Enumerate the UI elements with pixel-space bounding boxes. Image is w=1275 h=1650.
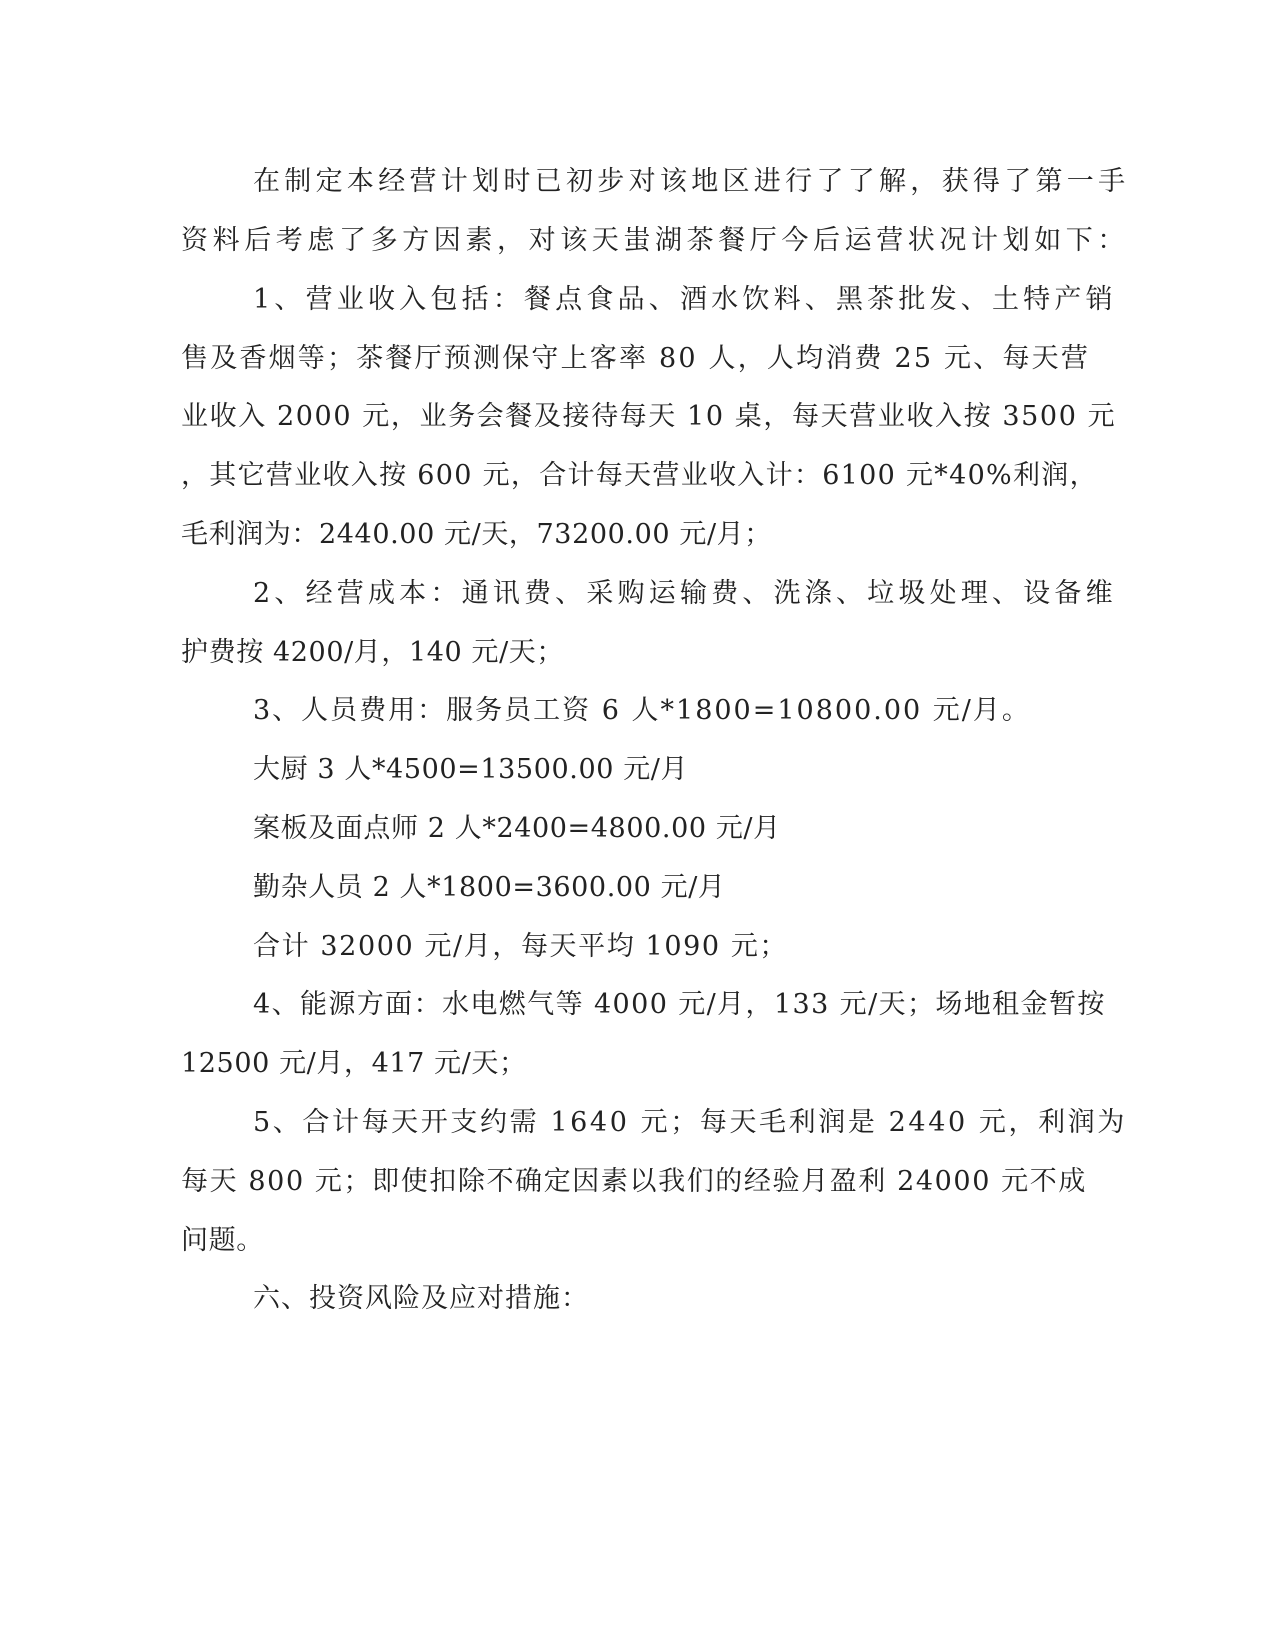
- item-5-line-2: 每天 800 元；即使扣除不确定因素以我们的经验月盈利 24000 元不成: [181, 1166, 1087, 1197]
- paragraph-intro-line-2: 资料后考虑了多方因素，对该天蚩湖茶餐厅今后运营状况计划如下：: [181, 225, 1129, 256]
- item-3-chef-line: 大厨 3 人*4500=13500.00 元/月: [253, 754, 689, 785]
- item-1-line-1: 1、营业收入包括：餐点食品、酒水饮料、黑茶批发、土特产销: [253, 284, 1117, 315]
- item-2-line-2: 护费按 4200/月，140 元/天；: [181, 637, 565, 668]
- item-1-line-4: ，其它营业收入按 600 元，合计每天营业收入计：6100 元*40%利润，: [181, 460, 1098, 491]
- item-4-line-2: 12500 元/月，417 元/天；: [181, 1048, 527, 1079]
- item-3-pastry-line: 案板及面点师 2 人*2400=4800.00 元/月: [253, 813, 781, 844]
- item-3-line-1: 3、人员费用：服务员工资 6 人*1800=10800.00 元/月。: [253, 695, 1031, 726]
- item-1-line-2: 售及香烟等；茶餐厅预测保守上客率 80 人，人均消费 25 元、每天营: [181, 343, 1091, 374]
- item-3-total-line: 合计 32000 元/月，每天平均 1090 元；: [253, 931, 789, 962]
- item-5-line-3: 问题。: [181, 1225, 264, 1256]
- paragraph-intro-line-1: 在制定本经营计划时已初步对该地区进行了了解，获得了第一手: [253, 166, 1130, 197]
- item-1-line-5: 毛利润为：2440.00 元/天，73200.00 元/月；: [181, 519, 772, 550]
- section-6-heading: 六、投资风险及应对措施：: [253, 1283, 589, 1314]
- item-5-line-1: 5、合计每天开支约需 1640 元；每天毛利润是 2440 元，利润为: [253, 1107, 1127, 1138]
- item-3-helper-line: 勤杂人员 2 人*1800=3600.00 元/月: [253, 872, 726, 903]
- item-1-line-3: 业收入 2000 元，业务会餐及接待每天 10 桌，每天营业收入按 3500 元: [181, 401, 1117, 432]
- item-2-line-1: 2、经营成本：通讯费、采购运输费、洗涤、垃圾处理、设备维: [253, 578, 1117, 609]
- item-4-line-1: 4、能源方面：水电燃气等 4000 元/月，133 元/天；场地租金暂按: [253, 989, 1106, 1020]
